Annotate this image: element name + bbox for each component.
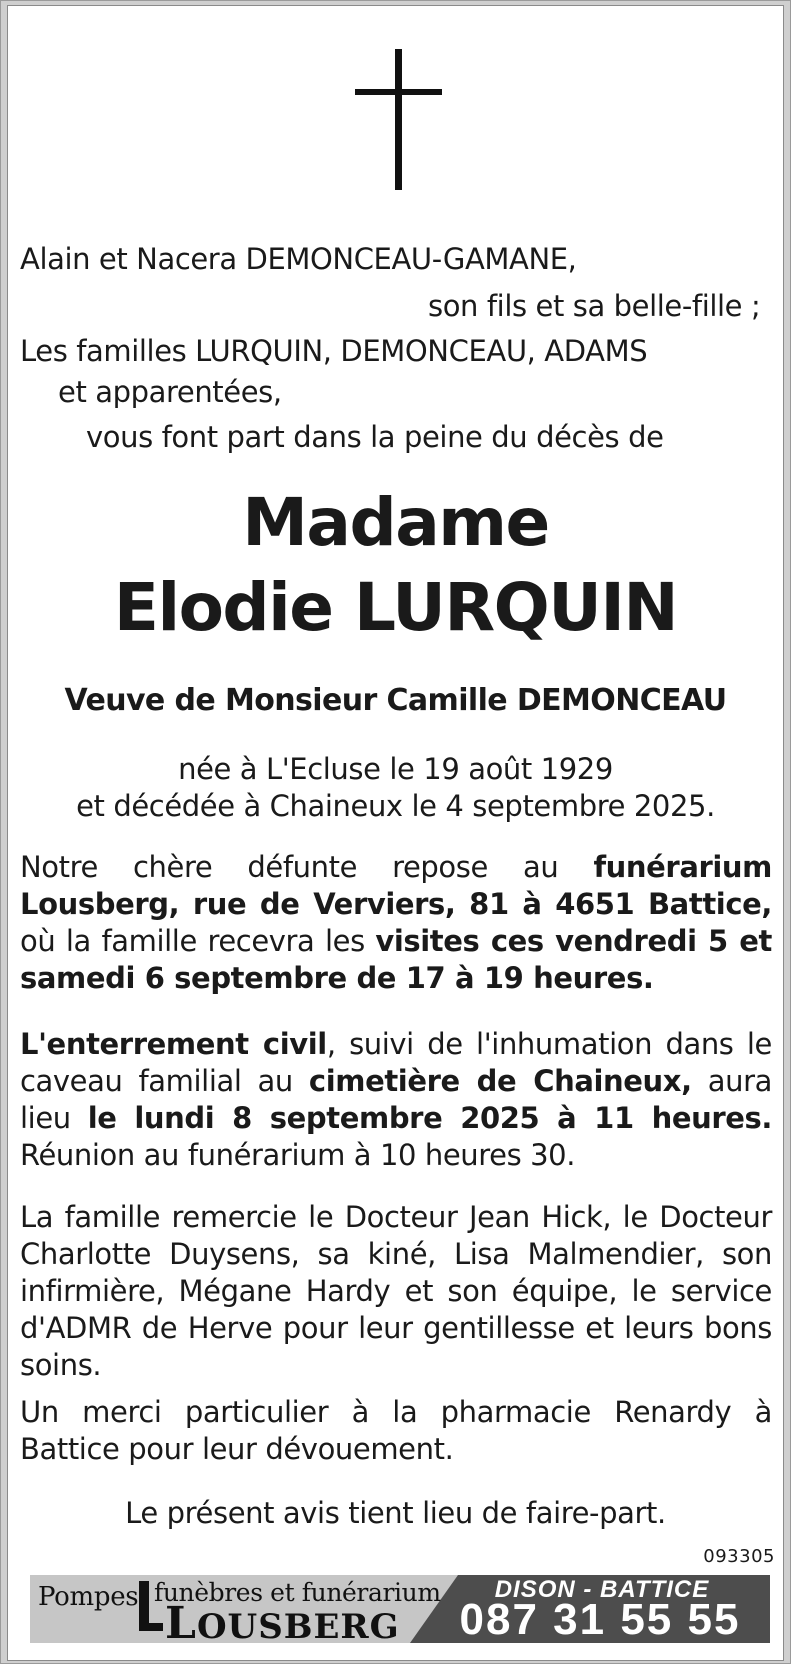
family-line-4: et apparentées, bbox=[58, 375, 282, 409]
reference-number: 093305 bbox=[703, 1546, 775, 1567]
cross-icon-bar bbox=[355, 89, 442, 95]
brand-initial: L bbox=[165, 1598, 197, 1643]
closing-line: Le présent avis tient lieu de faire-part. bbox=[125, 1496, 666, 1530]
thanks-paragraph: La famille remercie le Docteur Jean Hick, le Docteur Charlotte Duysens, sa kiné, Lisa Malmendier, son infirmière, Mégane Hardy et son équipe, le service d'ADMR de Herve pour leur gentillesse et leurs bons soins. bbox=[20, 1200, 772, 1382]
text: , suivi de l'inhumation dans le caveau familial au bbox=[20, 1027, 772, 1098]
family-line-3: Les familles LURQUIN, DEMONCEAU, ADAMS bbox=[20, 334, 648, 368]
deceased-name: Elodie LURQUIN bbox=[113, 569, 678, 646]
text: aura lieu bbox=[20, 1064, 772, 1135]
obituary-notice bbox=[7, 5, 784, 1661]
announcement-line: vous font part dans la peine du décès de bbox=[86, 420, 664, 454]
text: où la famille recevra les bbox=[20, 924, 376, 958]
burial-date: le lundi 8 septembre 2025 à 11 heures. bbox=[87, 1101, 772, 1135]
birth-line: née à L'Ecluse le 19 août 1929 bbox=[178, 752, 613, 786]
banner-funebres: funèbres et funérarium bbox=[154, 1578, 441, 1607]
logo-bar-foot bbox=[139, 1623, 163, 1631]
family-line-1: Alain et Nacera DEMONCEAU-GAMANE, bbox=[20, 242, 577, 276]
special-thanks-paragraph: Un merci particulier à la pharmacie Renardy à Battice pour leur dévouement. bbox=[20, 1395, 772, 1466]
cross-icon bbox=[395, 49, 402, 190]
text: Notre chère défunte repose au bbox=[20, 850, 594, 884]
funeral-home-address: funérarium Lousberg, rue de Verviers, 81 à 4651 Battice, bbox=[20, 850, 772, 921]
death-line: et décédée à Chaineux le 4 septembre 2025. bbox=[76, 789, 715, 823]
visitation-times: visites ces vendredi 5 et samedi 6 septembre de 17 à 19 heures. bbox=[20, 924, 772, 995]
brand-rest: OUSBERG bbox=[196, 1607, 400, 1643]
burial-type: L'enterrement civil bbox=[20, 1027, 327, 1061]
family-line-2: son fils et sa belle-fille ; bbox=[428, 289, 761, 323]
birth-death-info bbox=[8, 751, 783, 825]
banner-brand bbox=[165, 1598, 400, 1643]
banner-cities: DISON - BATTICE bbox=[494, 1576, 710, 1603]
funeral-home-banner bbox=[30, 1575, 770, 1643]
text: Réunion au funérarium à 10 heures 30. bbox=[20, 1138, 576, 1172]
cemetery-name: cimetière de Chaineux, bbox=[308, 1064, 692, 1098]
banner-pompes: Pompes bbox=[38, 1582, 139, 1612]
deceased-title: Madame bbox=[242, 484, 549, 561]
visitation-paragraph bbox=[20, 849, 772, 997]
widow-of: Veuve de Monsieur Camille DEMONCEAU bbox=[64, 683, 727, 718]
banner-phone: 087 31 55 55 bbox=[459, 1595, 741, 1643]
burial-paragraph bbox=[20, 1026, 772, 1174]
